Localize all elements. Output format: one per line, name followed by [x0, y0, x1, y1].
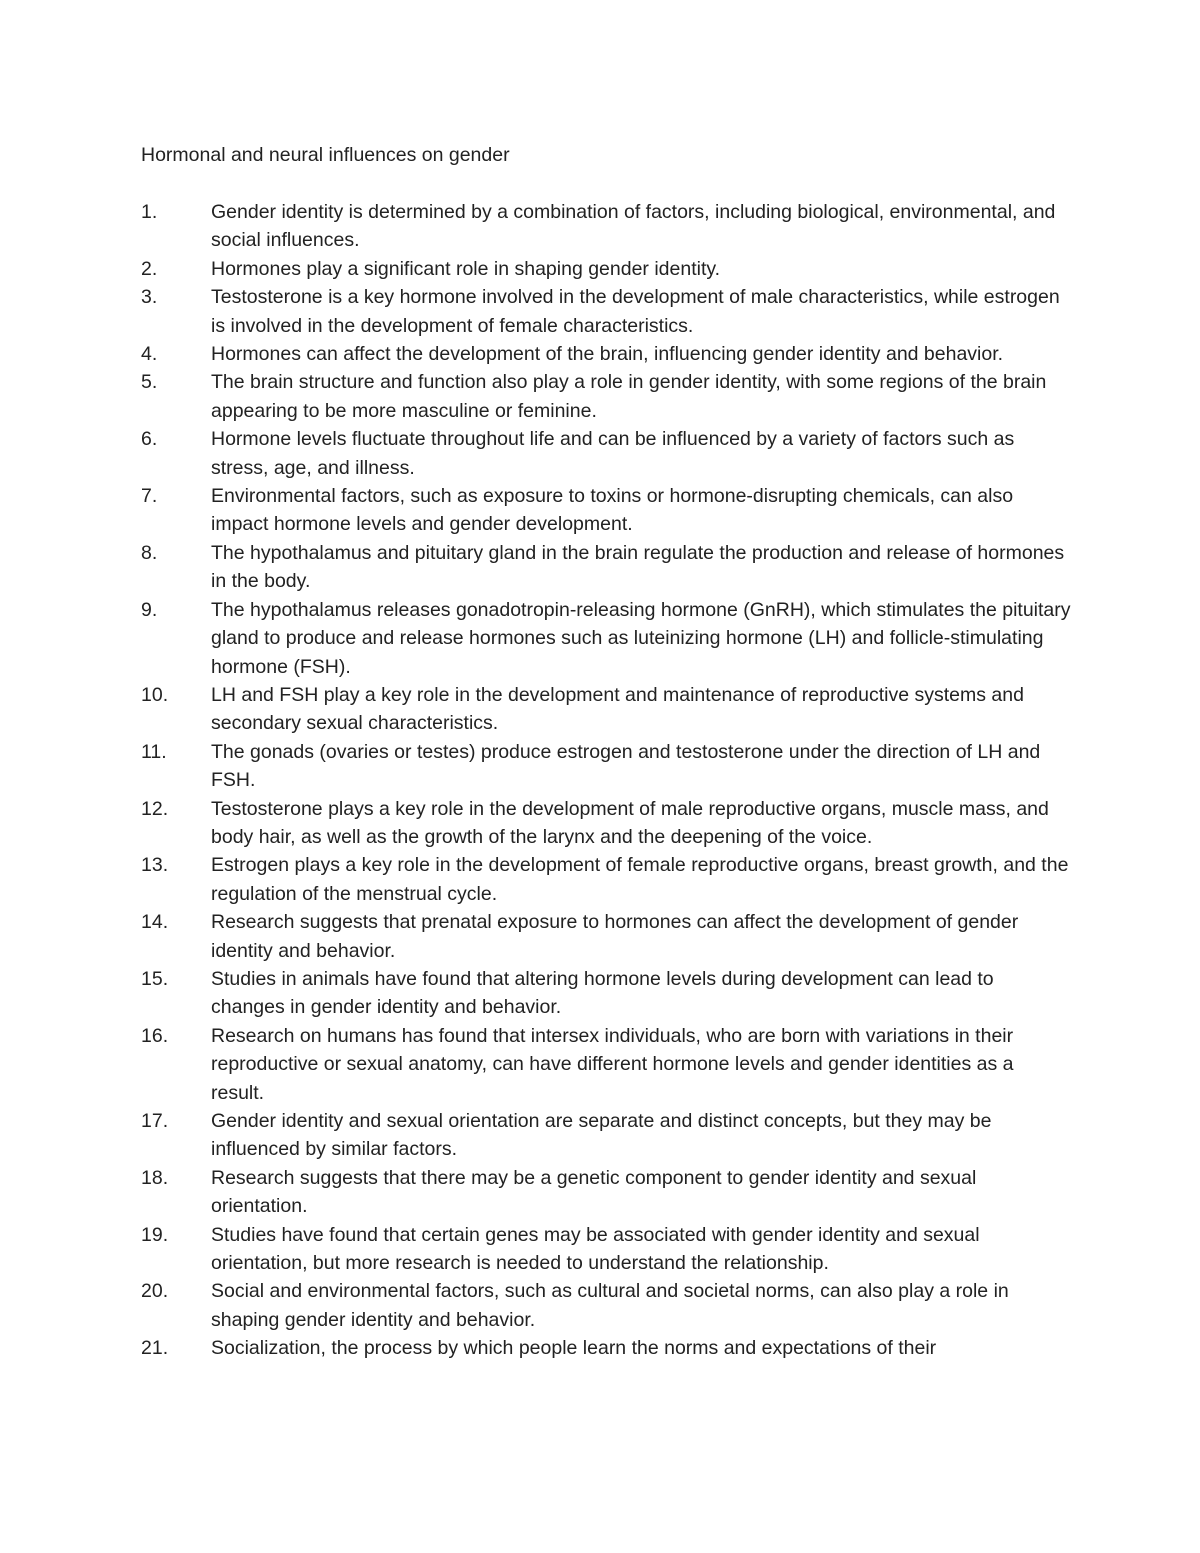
- list-item: [0, 198, 1071, 255]
- list-item-text: Studies in animals have found that altering hormone levels during development can lead to changes in gender identity and behavior.: [211, 967, 994, 1019]
- list-item: [0, 965, 1071, 1022]
- list-item-number: 2.: [141, 257, 158, 280]
- list-item-number: 12.: [141, 797, 169, 820]
- list-item-text: Socialization, the process by which people learn the norms and expectations of their: [211, 1337, 937, 1360]
- list-item-number: 18.: [141, 1166, 169, 1189]
- list-item: [0, 1277, 1071, 1334]
- list-item-number: 4.: [141, 343, 158, 366]
- list-item: [0, 738, 1071, 795]
- list-item: [0, 368, 1071, 425]
- list-item: [0, 482, 1071, 539]
- numbered-list: [0, 198, 1200, 1363]
- list-item-text: Hormone levels fluctuate throughout life and can be influenced by a variety of factors such as stress, age, and illness.: [211, 428, 1015, 479]
- list-item-number: 14.: [141, 911, 169, 934]
- list-item-number: 21.: [141, 1337, 169, 1360]
- list-item-number: 3.: [141, 286, 158, 309]
- list-item-number: 20.: [141, 1280, 169, 1303]
- list-item-text: Social and environmental factors, such as cultural and societal norms, can also play a role in shaping gender identity and behavior.: [211, 1280, 1009, 1331]
- list-item-number: 10.: [141, 683, 169, 706]
- list-item-text: The gonads (ovaries or testes) produce estrogen and testosterone under the direction of LH and FSH.: [211, 740, 1041, 792]
- list-item-text: Research suggests that there may be a genetic component to gender identity and sexual orientation.: [211, 1166, 977, 1218]
- list-item-number: 17.: [141, 1110, 169, 1132]
- list-item: [0, 795, 1071, 852]
- list-item: [0, 539, 1071, 596]
- document-title: Hormonal and neural influences on gender: [141, 144, 510, 166]
- list-item-text: Testosterone is a key hormone involved in the development of male characteristics, while estrogen is involved in the development of female characteristics.: [211, 286, 1060, 337]
- list-item: [0, 1022, 1071, 1107]
- list-item: [0, 1334, 1071, 1362]
- list-item: [0, 596, 1071, 681]
- list-item: [0, 283, 1071, 340]
- list-item-text: Gender identity is determined by a combination of factors, including biological, environmental, and social influences.: [211, 201, 1056, 252]
- list-item-text: Research on humans has found that intersex individuals, who are born with variations in their reproductive or sexual anatomy, can have different hormone levels and gender identities as a result.: [211, 1024, 1014, 1104]
- list-item-text: Research suggests that prenatal exposure to hormones can affect the development of gender identity and behavior.: [211, 911, 1019, 962]
- list-item-number: 1.: [141, 201, 158, 223]
- list-item-number: 6.: [141, 428, 158, 451]
- list-item: [0, 1107, 1071, 1164]
- list-item-text: Estrogen plays a key role in the development of female reproductive organs, breast growth, and the regulation of the menstrual cycle.: [211, 854, 1069, 905]
- list-item-number: 15.: [141, 967, 169, 990]
- list-item-text: Studies have found that certain genes may be associated with gender identity and sexual orientation, but more research is needed to understand the relationship.: [211, 1223, 980, 1275]
- list-item: [0, 255, 1071, 283]
- list-item-text: Hormones play a significant role in shaping gender identity.: [211, 257, 721, 280]
- list-item: [0, 425, 1071, 482]
- list-item-number: 9.: [141, 598, 158, 621]
- list-item-text: The hypothalamus releases gonadotropin-releasing hormone (GnRH), which stimulates the pituitary gland to produce and release hormones such as luteinizing hormone (LH) and follicle-stimulating hormone (FSH).: [211, 598, 1071, 678]
- list-item-number: 13.: [141, 854, 169, 877]
- list-item-text: LH and FSH play a key role in the development and maintenance of reproductive systems and secondary sexual characteristics.: [211, 683, 1024, 735]
- list-item-text: The hypothalamus and pituitary gland in the brain regulate the production and release of hormones in the body.: [211, 541, 1065, 593]
- list-item-text: The brain structure and function also play a role in gender identity, with some regions of the brain appearing to be more masculine or feminine.: [211, 371, 1047, 422]
- list-item-text: Gender identity and sexual orientation are separate and distinct concepts, but they may be influenced by similar factors.: [211, 1110, 992, 1161]
- list-item: [0, 1221, 1071, 1278]
- list-item: [0, 851, 1071, 908]
- list-item-text: Environmental factors, such as exposure to toxins or hormone-disrupting chemicals, can also impact hormone levels and gender development.: [211, 485, 1014, 536]
- list-item-text: Testosterone plays a key role in the development of male reproductive organs, muscle mass, and body hair, as well as the growth of the larynx and the deepening of the voice.: [211, 797, 1049, 848]
- list-item: [0, 340, 1071, 368]
- list-item-number: 16.: [141, 1024, 169, 1047]
- list-item: [0, 1164, 1071, 1221]
- list-item-text: Hormones can affect the development of the brain, influencing gender identity and behavior.: [211, 343, 1004, 366]
- list-item-number: 5.: [141, 371, 158, 394]
- list-item-number: 19.: [141, 1223, 169, 1246]
- list-item-number: 7.: [141, 485, 158, 508]
- list-item: [0, 681, 1071, 738]
- list-item-number: 11.: [141, 740, 167, 763]
- list-item: [0, 908, 1071, 965]
- list-item-number: 8.: [141, 541, 158, 564]
